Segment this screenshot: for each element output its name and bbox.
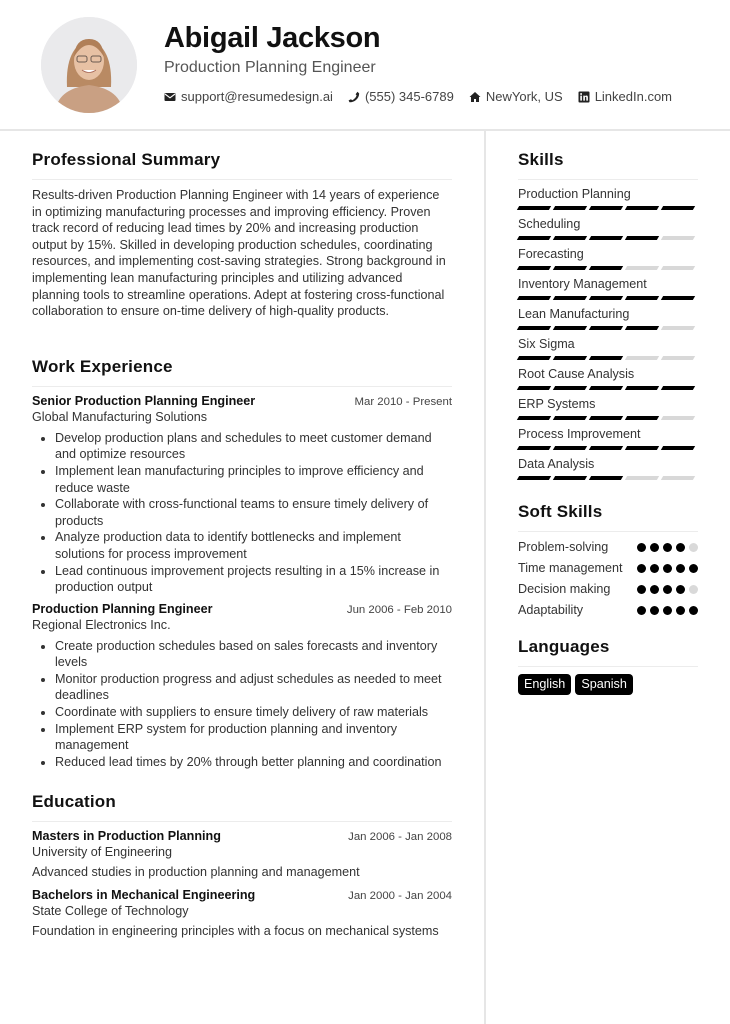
summary-section [32, 150, 452, 320]
skill-level-segment [517, 386, 551, 390]
skill-level-segment [625, 266, 659, 270]
skill-level-segment [553, 236, 587, 240]
summary-text: Results-driven Production Planning Engineer with 14 years of experience in optimizing manufacturing processes and improving efficiency. Proven track record of reducing lead times by 20% and increasing production output by 15%. Skilled in developing production schedules, coordinating resources, and implementing cost-saving strategies. Strong background in implementing lean manufacturing principles and utilizing advanced planning tools to streamline operations. Adept at fostering cross-functional collaboration to ensure on-time delivery of high-quality products. [32, 188, 446, 319]
soft-skill-item [518, 581, 698, 598]
skill-level-bar [518, 356, 698, 360]
experience-section [32, 357, 452, 771]
skill-item [518, 247, 698, 270]
skill-level-bar [518, 446, 698, 450]
bullet-item: Lead continuous improvement projects resulting in a 15% increase in production output [55, 563, 452, 596]
language-badge: Spanish [575, 674, 633, 695]
linkedin-text: LinkedIn.com [594, 89, 673, 104]
bullet-item: Monitor production progress and adjust schedules as needed to meet deadlines [55, 671, 452, 704]
section-heading: Skills [518, 150, 698, 180]
skill-name: Forecasting [518, 247, 584, 261]
soft-skill-rating [633, 560, 698, 573]
rating-dot-icon [663, 606, 672, 615]
skill-name: Data Analysis [518, 457, 595, 471]
soft-skill-rating [633, 602, 698, 615]
job-dates: Mar 2010 - Present [354, 395, 452, 408]
email-text: support@resumedesign.ai [181, 89, 333, 104]
skill-name: Six Sigma [518, 337, 575, 351]
skill-level-segment [589, 386, 623, 390]
rating-dot-icon [689, 543, 698, 552]
main-column [32, 150, 452, 962]
skill-level-segment [517, 446, 551, 450]
rating-dot-icon [637, 543, 646, 552]
contact-phone[interactable] [348, 89, 454, 104]
skill-level-segment [625, 356, 659, 360]
education-dates: Jan 2000 - Jan 2004 [348, 890, 452, 903]
contact-location [469, 89, 563, 104]
skill-item [518, 397, 698, 420]
bullet-item: Analyze production data to identify bottlenecks and implement solutions for process improvement [55, 529, 452, 562]
skill-level-segment [661, 236, 695, 240]
skill-level-segment [661, 266, 695, 270]
envelope-icon [164, 91, 176, 103]
rating-dot-icon [637, 585, 646, 594]
rating-dot-icon [676, 564, 685, 573]
school: State College of Technology [32, 904, 189, 919]
skill-level-segment [661, 446, 695, 450]
phone-icon [348, 91, 360, 103]
soft-skill-rating [633, 539, 698, 552]
contact-email[interactable] [164, 89, 333, 104]
degree: Bachelors in Mechanical Engineering [32, 888, 256, 903]
skill-level-segment [553, 416, 587, 420]
skill-item [518, 457, 698, 480]
section-heading: Professional Summary [32, 150, 452, 180]
rating-dot-icon [650, 543, 659, 552]
education-entry [32, 888, 452, 938]
skills-list [518, 187, 698, 480]
skill-item [518, 277, 698, 300]
skill-name: Lean Manufacturing [518, 307, 630, 321]
skill-item [518, 367, 698, 390]
skill-level-segment [625, 416, 659, 420]
skill-item [518, 427, 698, 450]
rating-dot-icon [663, 564, 672, 573]
skill-name: Root Cause Analysis [518, 367, 635, 381]
skill-level-bar [518, 326, 698, 330]
candidate-name: Abigail Jackson [164, 22, 381, 54]
skill-item [518, 217, 698, 240]
job-role: Senior Production Planning Engineer [32, 393, 256, 408]
bullet-item: Implement lean manufacturing principles to improve efficiency and reduce waste [55, 463, 452, 496]
rating-dot-icon [689, 606, 698, 615]
education-entry [32, 829, 452, 879]
skill-level-segment [661, 326, 695, 330]
soft-skills-section [518, 502, 698, 619]
bullet-item: Coordinate with suppliers to ensure timely delivery of raw materials [55, 704, 452, 721]
skill-level-segment [625, 326, 659, 330]
rating-dot-icon [676, 606, 685, 615]
home-icon [469, 91, 481, 103]
soft-skill-name: Time management [518, 561, 623, 575]
skill-level-segment [589, 236, 623, 240]
skill-level-segment [553, 356, 587, 360]
soft-skill-name: Problem-solving [518, 540, 609, 554]
skill-level-segment [661, 356, 695, 360]
education-dates: Jan 2006 - Jan 2008 [348, 831, 452, 844]
soft-skills-list [518, 539, 698, 619]
rating-dot-icon [637, 606, 646, 615]
skill-level-segment [517, 356, 551, 360]
rating-dot-icon [650, 606, 659, 615]
skill-level-segment [517, 476, 551, 480]
skill-level-bar [518, 416, 698, 420]
soft-skill-item [518, 539, 698, 556]
rating-dot-icon [663, 585, 672, 594]
job-entry [32, 602, 452, 771]
skill-level-bar [518, 476, 698, 480]
soft-skill-item [518, 602, 698, 619]
soft-skill-rating [633, 581, 698, 594]
skill-item [518, 307, 698, 330]
skill-level-segment [589, 356, 623, 360]
skill-level-segment [517, 416, 551, 420]
language-badge: English [518, 674, 571, 695]
skill-level-segment [625, 206, 659, 210]
education-description: Advanced studies in production planning and management [32, 865, 360, 880]
skill-level-segment [625, 386, 659, 390]
contact-list [164, 89, 687, 104]
bullet-item: Collaborate with cross-functional teams to ensure timely delivery of products [55, 496, 452, 529]
skill-level-segment [517, 236, 551, 240]
skill-level-segment [553, 476, 587, 480]
rating-dot-icon [663, 543, 672, 552]
sidebar-column [518, 150, 698, 719]
skill-name: ERP Systems [518, 397, 596, 411]
job-company: Global Manufacturing Solutions [32, 409, 208, 424]
skill-level-segment [589, 296, 623, 300]
rating-dot-icon [676, 585, 685, 594]
contact-linkedin[interactable] [578, 89, 672, 104]
soft-skill-name: Adaptability [518, 603, 584, 617]
skill-level-bar [518, 206, 698, 210]
skills-section [518, 150, 698, 480]
bullet-item: Implement ERP system for production planning and inventory management [55, 721, 452, 754]
skill-level-bar [518, 236, 698, 240]
skill-level-segment [589, 416, 623, 420]
rating-dot-icon [637, 564, 646, 573]
skill-level-segment [661, 416, 695, 420]
skill-level-segment [553, 296, 587, 300]
profile-photo [41, 17, 137, 113]
skill-level-segment [517, 296, 551, 300]
soft-skill-name: Decision making [518, 582, 611, 596]
language-badges [518, 674, 698, 695]
skill-level-segment [517, 206, 551, 210]
skill-name: Inventory Management [518, 277, 647, 291]
resume-header [0, 0, 730, 131]
skill-level-segment [661, 386, 695, 390]
bullet-item: Develop production plans and schedules to meet customer demand and optimize resources [55, 430, 452, 463]
skill-level-segment [661, 296, 695, 300]
section-heading: Work Experience [32, 357, 452, 387]
skill-level-segment [661, 206, 695, 210]
skill-level-segment [517, 266, 551, 270]
job-bullets [32, 638, 452, 771]
skill-level-segment [553, 206, 587, 210]
skill-level-segment [625, 476, 659, 480]
skill-level-segment [625, 236, 659, 240]
skill-level-segment [553, 386, 587, 390]
skill-level-segment [661, 476, 695, 480]
linkedin-icon [578, 91, 590, 103]
skill-item [518, 337, 698, 360]
job-bullets [32, 430, 452, 596]
skill-level-segment [589, 476, 623, 480]
skill-level-segment [553, 266, 587, 270]
rating-dot-icon [650, 564, 659, 573]
skill-level-bar [518, 296, 698, 300]
skill-level-segment [625, 296, 659, 300]
job-company: Regional Electronics Inc. [32, 617, 171, 632]
job-dates: Jun 2006 - Feb 2010 [346, 603, 452, 616]
job-role: Production Planning Engineer [32, 601, 213, 616]
skill-level-segment [589, 446, 623, 450]
education-description: Foundation in engineering principles with a focus on mechanical systems [32, 924, 439, 939]
skill-name: Process Improvement [518, 427, 641, 441]
skill-name: Scheduling [518, 217, 581, 231]
skill-level-segment [589, 206, 623, 210]
avatar-image [41, 17, 137, 113]
skill-level-segment [553, 326, 587, 330]
languages-section [518, 637, 698, 695]
location-text: NewYork, US [485, 89, 563, 104]
education-section [32, 792, 452, 938]
rating-dot-icon [689, 564, 698, 573]
degree: Masters in Production Planning [32, 829, 221, 844]
rating-dot-icon [676, 543, 685, 552]
soft-skill-item [518, 560, 698, 577]
skill-level-segment [589, 326, 623, 330]
skill-level-segment [625, 446, 659, 450]
job-entry [32, 394, 452, 596]
skill-level-segment [589, 266, 623, 270]
skill-level-bar [518, 386, 698, 390]
skill-level-bar [518, 266, 698, 270]
skill-level-segment [517, 326, 551, 330]
skill-level-segment [553, 446, 587, 450]
phone-text: (555) 345-6789 [364, 89, 454, 104]
section-heading: Education [32, 792, 452, 822]
skill-item [518, 187, 698, 210]
rating-dot-icon [650, 585, 659, 594]
section-heading: Soft Skills [518, 502, 698, 532]
skill-name: Production Planning [518, 187, 631, 201]
bullet-item: Reduced lead times by 20% through better planning and coordination [55, 754, 452, 771]
column-divider [484, 131, 486, 1024]
rating-dot-icon [689, 585, 698, 594]
candidate-title: Production Planning Engineer [164, 59, 376, 76]
school: University of Engineering [32, 845, 173, 860]
section-heading: Languages [518, 637, 698, 667]
bullet-item: Create production schedules based on sales forecasts and inventory levels [55, 638, 452, 671]
